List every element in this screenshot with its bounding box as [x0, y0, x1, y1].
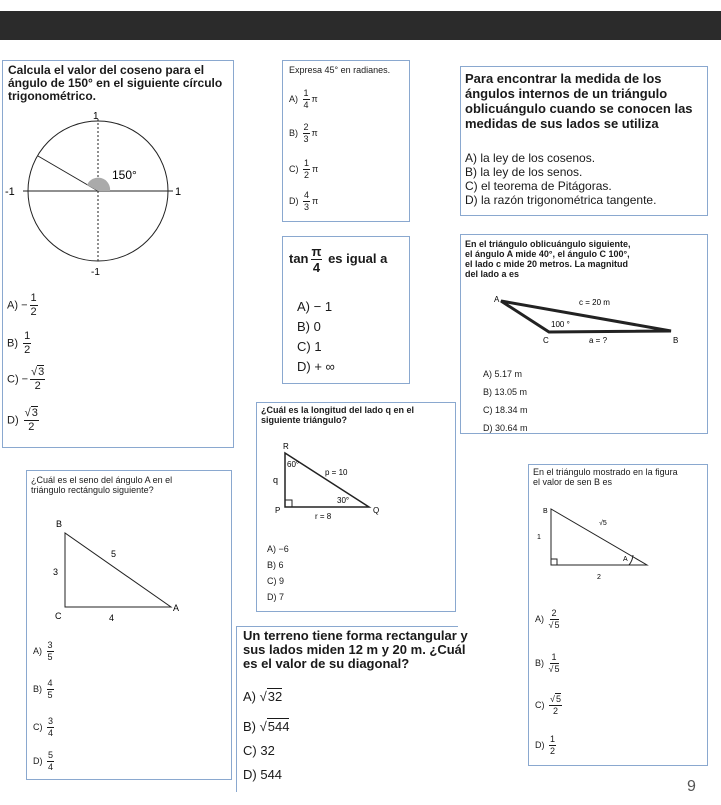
side-c-label: c = 20 m — [579, 298, 610, 307]
q1-prompt: Calcula el valor del coseno para el ángulo de 150° en el siguiente círculo trigonométrico. — [8, 63, 223, 103]
question-sin-b — [528, 464, 708, 766]
q5-option-d[interactable]: D) 30.64 m — [483, 423, 528, 433]
q1-option-a[interactable]: A) − $\frac{1}{2}$ — [7, 292, 37, 318]
vertex-b: B — [673, 336, 679, 345]
q2-option-c[interactable]: C) $\frac{1}{2}$ π — [289, 158, 319, 180]
q9-option-c[interactable]: C) $\frac{√5}{2}$ — [535, 694, 561, 716]
vertex-q: Q — [373, 506, 380, 515]
q5-option-b[interactable]: B) 13.05 m — [483, 387, 528, 397]
q9-option-d[interactable]: D) $\frac{1}{2}$ — [535, 734, 556, 756]
q7-option-a[interactable]: A) $\frac{3}{5}$ — [33, 640, 53, 662]
q4-option-b[interactable]: B) 0 — [297, 319, 321, 334]
vertex-b: B — [56, 519, 63, 529]
q6-option-c[interactable]: C) 9 — [267, 576, 285, 586]
vertex-c: C — [543, 336, 549, 345]
question-45-radians — [282, 60, 410, 222]
vertex-a: A — [173, 603, 180, 613]
side-p-label: p = 10 — [325, 468, 348, 477]
oblique-triangle-diagram — [461, 291, 707, 351]
q9-option-a[interactable]: A) $\frac{2}{√5}$ — [535, 608, 560, 630]
q2-option-b[interactable]: B) $\frac{2}{3}$ π — [289, 122, 318, 144]
q4-option-c[interactable]: C) 1 — [297, 339, 322, 354]
circle-label-left: -1 — [5, 186, 15, 198]
circle-label-right: 1 — [175, 186, 182, 198]
circle-label-top: 1 — [93, 111, 99, 122]
question-side-q — [256, 402, 456, 612]
q5-option-c[interactable]: C) 18.34 m — [483, 405, 528, 415]
q4-prompt: tan $\frac{\pi}{4}$ es igual a — [289, 244, 388, 275]
q3-option-a[interactable]: A) la ley de los cosenos. — [465, 151, 596, 165]
right-triangle-abc-diagram — [27, 511, 231, 631]
side-a-label: a = ? — [589, 336, 608, 345]
side-r-label: r = 8 — [315, 512, 332, 521]
leg-vertical-label: 3 — [53, 567, 59, 577]
q5-option-a[interactable]: A) 5.17 m — [483, 369, 523, 379]
q5-prompt: En el triángulo oblicuángulo siguiente, el ángulo A mide 40°, el ángulo C 100°, el lado c mide 20 metros. La magnitud del lado a es — [465, 239, 631, 279]
right-triangle-sinb-diagram — [529, 499, 707, 589]
q4-option-d[interactable]: D) + ∞ — [297, 359, 335, 374]
q6-prompt: ¿Cuál es la longitud del lado q en el siguiente triángulo? — [261, 405, 415, 425]
circle-angle-label: 150° — [112, 168, 137, 182]
side-q-label: q — [273, 475, 279, 485]
q8-option-a[interactable]: A) √32 — [243, 689, 283, 704]
q9-prompt: En el triángulo mostrado en la figura el valor de sen B es — [533, 467, 678, 487]
vertex-a: A — [623, 556, 628, 563]
q3-option-b[interactable]: B) la ley de los senos. — [465, 165, 583, 179]
angle-c-label: 100 ° — [551, 320, 570, 329]
q3-prompt: Para encontrar la medida de los ángulos internos de un triángulo oblicuángulo cuando se conocen las medidas de sus lados se utiliza — [465, 71, 693, 131]
question-oblique-method — [460, 66, 708, 216]
q7-prompt: ¿Cuál es el seno del ángulo A en el triángulo rectángulo siguiente? — [31, 475, 173, 495]
q9-option-b[interactable]: B) $\frac{1}{√5}$ — [535, 652, 560, 674]
q7-option-d[interactable]: D) $\frac{5}{4}$ — [33, 750, 54, 772]
q6-option-a[interactable]: A) −6 — [267, 544, 289, 554]
vertex-a: A — [494, 295, 500, 304]
q1-option-d[interactable]: D) $\frac{√3}{2}$ — [7, 407, 38, 433]
q6-option-d[interactable]: D) 7 — [267, 592, 285, 602]
question-tan-pi-4 — [282, 236, 410, 384]
leg-vertical-label: 1 — [537, 534, 541, 541]
unit-circle-diagram — [3, 109, 233, 289]
leg-horizontal-label: 2 — [597, 574, 601, 581]
q2-prompt: Expresa 45° en radianes. — [289, 65, 391, 75]
vertex-b: B — [543, 508, 548, 515]
hyp-label: √5 — [599, 520, 607, 527]
q3-option-c[interactable]: C) el teorema de Pitágoras. — [465, 179, 612, 193]
leg-horizontal-label: 4 — [109, 613, 115, 623]
q6-option-b[interactable]: B) 6 — [267, 560, 284, 570]
q7-option-c[interactable]: C) $\frac{3}{4}$ — [33, 716, 54, 738]
q3-option-d[interactable]: D) la razón trigonométrica tangente. — [465, 193, 657, 207]
q2-option-a[interactable]: A) $\frac{1}{4}$ π — [289, 88, 318, 110]
q4-option-a[interactable]: A) − 1 — [297, 299, 333, 314]
q2-option-d[interactable]: D) $\frac{4}{3}$ π — [289, 190, 319, 212]
q8-option-d[interactable]: D) 544 — [243, 767, 283, 782]
vertex-r: R — [283, 442, 289, 451]
top-bar — [0, 0, 721, 40]
vertex-p: P — [275, 506, 281, 515]
question-rectangle-diagonal — [236, 626, 468, 792]
right-triangle-pqr-diagram — [257, 439, 455, 529]
q8-prompt: Un terreno tiene forma rectangular y sus lados miden 12 m y 20 m. ¿Cuál es el valor de su diagonal? — [243, 628, 468, 671]
circle-label-bottom: -1 — [91, 267, 100, 278]
q1-option-b[interactable]: B) $\frac{1}{2}$ — [7, 330, 31, 356]
q1-option-c[interactable]: C) − $\frac{√3}{2}$ — [7, 366, 45, 392]
question-sine-a — [26, 470, 232, 780]
vertex-c: C — [55, 611, 62, 621]
question-oblique-side-a — [460, 234, 708, 434]
angle-q-label: 30° — [337, 496, 350, 505]
question-cosine-150 — [2, 60, 234, 448]
q8-option-b[interactable]: B) √544 — [243, 719, 290, 734]
page-number: 9 — [687, 778, 696, 795]
hyp-label: 5 — [111, 549, 117, 559]
q7-option-b[interactable]: B) $\frac{4}{5}$ — [33, 678, 53, 700]
angle-r-label: 60° — [287, 460, 300, 469]
q8-option-c[interactable]: C) 32 — [243, 743, 275, 758]
